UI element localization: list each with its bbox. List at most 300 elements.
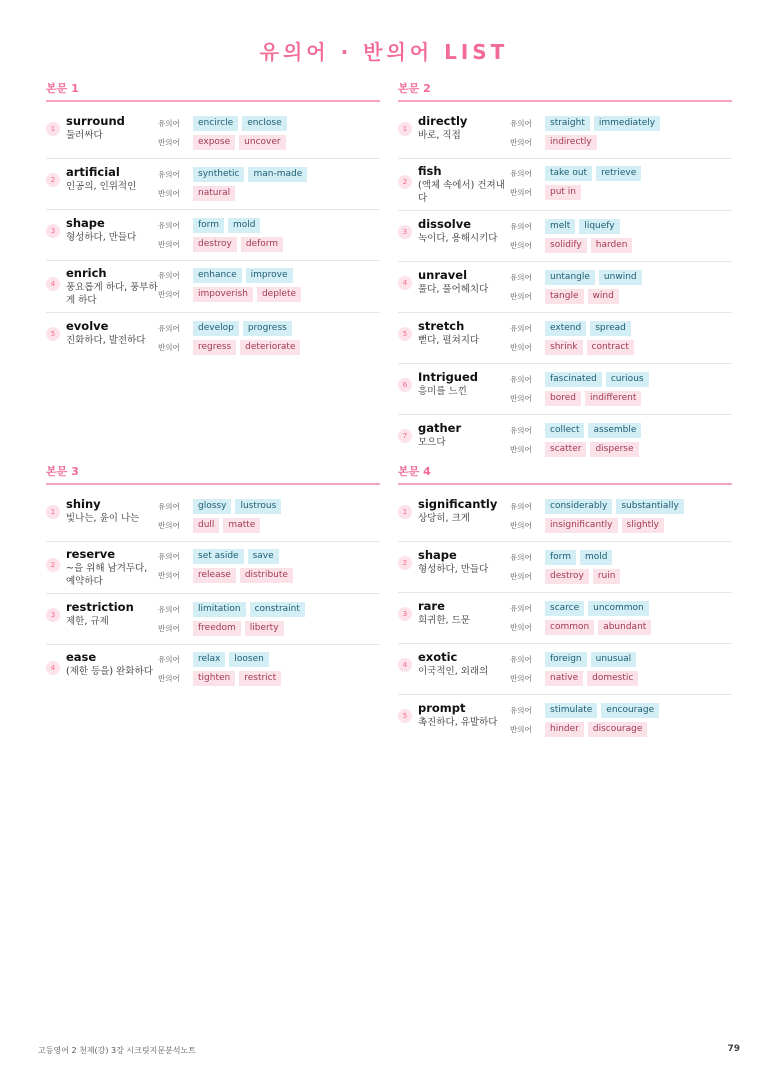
entry-number: 1 xyxy=(398,505,412,519)
antonym-row xyxy=(158,133,380,152)
antonym-chip: common xyxy=(545,620,594,635)
entry-word: prompt xyxy=(418,701,466,715)
entry-number: 3 xyxy=(398,607,412,621)
antonym-row xyxy=(510,287,732,306)
synonym-chip: extend xyxy=(545,321,586,336)
antonym-row xyxy=(510,133,732,152)
vocab-entry xyxy=(398,159,732,211)
synonym-chip: take out xyxy=(545,166,592,181)
entry-number: 4 xyxy=(46,277,60,291)
antonym-row xyxy=(158,235,380,254)
synonym-chip: develop xyxy=(193,321,239,336)
synonym-row xyxy=(510,114,732,133)
vocab-entry xyxy=(46,491,380,542)
antonym-label: 반의어 xyxy=(510,572,532,581)
antonym-chip: disperse xyxy=(590,442,638,457)
antonym-chip: restrict xyxy=(239,671,281,686)
entry-word: exotic xyxy=(418,650,458,664)
antonym-row xyxy=(510,516,732,535)
antonym-chip: matte xyxy=(223,518,260,533)
entry-word: ease xyxy=(66,650,97,664)
vocab-entry xyxy=(46,261,380,313)
synonym-label: 유의어 xyxy=(158,655,180,664)
synonym-chip: mold xyxy=(228,218,261,233)
vocab-entry xyxy=(398,491,732,542)
antonym-chip: slightly xyxy=(622,518,664,533)
antonym-label: 반의어 xyxy=(158,521,180,530)
antonym-chip: solidify xyxy=(545,238,587,253)
entry-meaning: (액체 속에서) 건져내다 xyxy=(418,180,505,204)
synonym-chip: relax xyxy=(193,652,225,667)
word-column xyxy=(418,650,510,678)
entry-number: 2 xyxy=(398,175,412,189)
relations-column xyxy=(510,650,732,688)
word-column xyxy=(66,216,158,244)
word-column xyxy=(418,497,510,525)
antonym-label: 반의어 xyxy=(158,624,180,633)
antonym-label: 반의어 xyxy=(158,343,180,352)
antonym-row xyxy=(158,669,380,688)
antonym-label: 반의어 xyxy=(510,445,532,454)
synonym-row xyxy=(158,266,380,285)
synonym-chip: improve xyxy=(246,268,293,283)
entry-word: fish xyxy=(418,164,442,178)
antonym-row xyxy=(158,619,380,638)
entry-number: 4 xyxy=(398,276,412,290)
entry-number: 4 xyxy=(398,658,412,672)
synonym-chip: form xyxy=(545,550,576,565)
antonym-row xyxy=(510,720,732,739)
section-heading: 본문 2 xyxy=(398,80,732,102)
antonym-chip: tangle xyxy=(545,289,584,304)
antonym-label: 반의어 xyxy=(510,241,532,250)
antonym-row xyxy=(510,618,732,637)
synonym-row xyxy=(510,421,732,440)
antonym-chip: wind xyxy=(588,289,619,304)
synonym-chip: collect xyxy=(545,423,584,438)
antonym-label: 반의어 xyxy=(158,674,180,683)
word-column xyxy=(418,370,510,398)
relations-column xyxy=(510,164,732,202)
relations-column xyxy=(510,497,732,535)
synonym-label: 유의어 xyxy=(510,169,532,178)
antonym-chip: insignificantly xyxy=(545,518,618,533)
synonym-row xyxy=(158,600,380,619)
entry-meaning: ~을 위해 남겨두다, 예약하다 xyxy=(66,563,148,587)
antonym-label: 반의어 xyxy=(510,623,532,632)
synonym-row xyxy=(510,164,732,183)
entry-meaning: 촉진하다, 유발하다 xyxy=(418,717,498,728)
synonym-chip: untangle xyxy=(545,270,595,285)
antonym-row xyxy=(158,184,380,203)
synonym-chip: uncommon xyxy=(588,601,649,616)
synonym-chip: foreign xyxy=(545,652,587,667)
synonym-chip: unwind xyxy=(599,270,642,285)
relations-column xyxy=(158,319,380,357)
antonym-chip: harden xyxy=(591,238,633,253)
synonym-row xyxy=(158,319,380,338)
antonym-label: 반의어 xyxy=(510,674,532,683)
antonym-chip: abundant xyxy=(598,620,651,635)
synonym-row xyxy=(510,319,732,338)
antonym-chip: ruin xyxy=(593,569,621,584)
synonym-label: 유의어 xyxy=(510,655,532,664)
antonym-row xyxy=(510,338,732,357)
antonym-chip: dull xyxy=(193,518,219,533)
vocab-entry xyxy=(46,210,380,261)
synonym-label: 유의어 xyxy=(158,324,180,333)
antonym-chip: contract xyxy=(587,340,634,355)
section-4 xyxy=(398,463,732,745)
synonym-row xyxy=(158,165,380,184)
vocab-entry xyxy=(398,542,732,593)
entry-word: surround xyxy=(66,114,125,128)
synonym-chip: melt xyxy=(545,219,575,234)
entry-word: Intrigued xyxy=(418,370,479,384)
vocab-entry xyxy=(46,313,380,363)
antonym-chip: destroy xyxy=(545,569,589,584)
vocab-entry xyxy=(398,364,732,415)
entry-word: rare xyxy=(418,599,445,613)
antonym-label: 반의어 xyxy=(510,725,532,734)
relations-column xyxy=(510,421,732,459)
entry-meaning: 인공의, 인위적인 xyxy=(66,181,137,192)
entry-meaning: 빛나는, 윤이 나는 xyxy=(66,513,140,524)
relations-column xyxy=(510,548,732,586)
word-column xyxy=(66,114,158,142)
antonym-label: 반의어 xyxy=(510,188,532,197)
antonym-chip: freedom xyxy=(193,621,241,636)
antonym-chip: indifferent xyxy=(585,391,641,406)
entry-meaning: 흥미를 느낀 xyxy=(418,386,467,397)
entry-word: artificial xyxy=(66,165,120,179)
section-3 xyxy=(46,463,380,693)
vocab-entry xyxy=(398,262,732,313)
synonym-label: 유의어 xyxy=(510,119,532,128)
entry-word: evolve xyxy=(66,319,109,333)
synonym-row xyxy=(510,701,732,720)
word-column xyxy=(418,164,510,205)
synonym-chip: glossy xyxy=(193,499,231,514)
antonym-chip: uncover xyxy=(239,135,285,150)
entry-word: dissolve xyxy=(418,217,472,231)
synonym-chip: mold xyxy=(580,550,613,565)
antonym-chip: regress xyxy=(193,340,236,355)
vocab-entry xyxy=(46,645,380,693)
synonym-row xyxy=(510,370,732,389)
synonym-chip: progress xyxy=(243,321,292,336)
section-heading: 본문 1 xyxy=(46,80,380,102)
synonym-row xyxy=(158,216,380,235)
relations-column xyxy=(510,701,732,739)
antonym-chip: shrink xyxy=(545,340,583,355)
entry-word: enrich xyxy=(66,266,107,280)
entry-number: 2 xyxy=(46,173,60,187)
synonym-chip: constraint xyxy=(250,602,305,617)
vocab-entry xyxy=(398,211,732,262)
section-heading: 본문 4 xyxy=(398,463,732,485)
antonym-row xyxy=(510,236,732,255)
entry-number: 4 xyxy=(46,661,60,675)
antonym-chip: impoverish xyxy=(193,287,253,302)
relations-column xyxy=(158,650,380,688)
entry-number: 2 xyxy=(46,558,60,572)
synonym-label: 유의어 xyxy=(158,605,180,614)
entry-word: shape xyxy=(66,216,105,230)
relations-column xyxy=(510,217,732,255)
vocab-entry xyxy=(398,695,732,745)
word-column xyxy=(66,497,158,525)
synonym-row xyxy=(510,497,732,516)
synonym-chip: straight xyxy=(545,116,590,131)
antonym-chip: destroy xyxy=(193,237,237,252)
antonym-chip: native xyxy=(545,671,583,686)
synonym-chip: substantially xyxy=(616,499,683,514)
antonym-chip: deteriorate xyxy=(240,340,300,355)
antonym-label: 반의어 xyxy=(510,292,532,301)
word-column xyxy=(418,599,510,627)
antonym-chip: put in xyxy=(545,185,581,200)
entry-meaning: 뻗다, 펼쳐지다 xyxy=(418,335,480,346)
synonym-row xyxy=(158,497,380,516)
vocab-entry xyxy=(398,108,732,159)
synonym-row xyxy=(510,599,732,618)
word-column xyxy=(66,547,158,588)
antonym-label: 반의어 xyxy=(510,521,532,530)
entry-meaning: 이국적인, 외래의 xyxy=(418,666,489,677)
synonym-row xyxy=(158,547,380,566)
antonym-row xyxy=(510,669,732,688)
antonym-chip: bored xyxy=(545,391,581,406)
synonym-chip: set aside xyxy=(193,549,244,564)
antonym-row xyxy=(158,566,380,585)
entry-number: 6 xyxy=(398,378,412,392)
entry-number: 3 xyxy=(46,608,60,622)
word-column xyxy=(418,268,510,296)
synonym-chip: spread xyxy=(590,321,631,336)
synonym-row xyxy=(510,548,732,567)
footer-book-title: 고등영어 2 천재(강) 3강 시크릿지문분석노트 xyxy=(38,1046,196,1055)
relations-column xyxy=(510,370,732,408)
synonym-label: 유의어 xyxy=(158,170,180,179)
relations-column xyxy=(158,216,380,254)
word-column xyxy=(66,650,158,678)
synonym-chip: enhance xyxy=(193,268,242,283)
antonym-label: 반의어 xyxy=(158,189,180,198)
entry-meaning: 풍요롭게 하다, 풍부하게 하다 xyxy=(66,282,158,306)
synonym-label: 유의어 xyxy=(510,324,532,333)
synonym-label: 유의어 xyxy=(158,271,180,280)
synonym-label: 유의어 xyxy=(510,375,532,384)
page-number: 79 xyxy=(727,1044,740,1054)
synonym-label: 유의어 xyxy=(158,552,180,561)
antonym-row xyxy=(158,516,380,535)
entry-number: 7 xyxy=(398,429,412,443)
vocab-entry xyxy=(398,644,732,695)
relations-column xyxy=(510,268,732,306)
synonym-chip: curious xyxy=(606,372,649,387)
entry-word: reserve xyxy=(66,547,116,561)
synonym-chip: considerably xyxy=(545,499,612,514)
synonym-chip: assemble xyxy=(588,423,641,438)
antonym-label: 반의어 xyxy=(158,138,180,147)
antonym-chip: natural xyxy=(193,186,235,201)
synonym-label: 유의어 xyxy=(510,273,532,282)
entry-word: shape xyxy=(418,548,457,562)
antonym-label: 반의어 xyxy=(158,290,180,299)
synonym-row xyxy=(510,650,732,669)
entry-number: 3 xyxy=(46,224,60,238)
antonym-label: 반의어 xyxy=(510,394,532,403)
synonym-label: 유의어 xyxy=(158,221,180,230)
vocab-entry xyxy=(398,593,732,644)
page-title: 유의어 · 반의어 LIST xyxy=(259,40,509,64)
entry-meaning: 상당히, 크게 xyxy=(418,513,470,524)
entry-number: 1 xyxy=(398,122,412,136)
section-1 xyxy=(46,80,380,363)
antonym-chip: deform xyxy=(241,237,283,252)
word-column xyxy=(66,165,158,193)
word-column xyxy=(418,114,510,142)
antonym-row xyxy=(510,567,732,586)
synonym-chip: liquefy xyxy=(579,219,619,234)
antonym-chip: tighten xyxy=(193,671,235,686)
word-column xyxy=(66,266,158,307)
relations-column xyxy=(158,497,380,535)
vocab-entry xyxy=(398,415,732,465)
word-column xyxy=(66,600,158,628)
synonym-chip: lustrous xyxy=(235,499,281,514)
vocab-entry xyxy=(46,594,380,645)
relations-column xyxy=(510,319,732,357)
synonym-chip: scarce xyxy=(545,601,584,616)
synonym-chip: enclose xyxy=(242,116,286,131)
entry-meaning: 녹이다, 용해시키다 xyxy=(418,233,498,244)
synonym-label: 유의어 xyxy=(158,502,180,511)
antonym-row xyxy=(510,440,732,459)
entry-meaning: 진화하다, 발전하다 xyxy=(66,335,146,346)
relations-column xyxy=(158,600,380,638)
synonym-chip: man-made xyxy=(248,167,307,182)
antonym-label: 반의어 xyxy=(158,571,180,580)
synonym-label: 유의어 xyxy=(510,222,532,231)
entry-meaning: 풀다, 풀어헤치다 xyxy=(418,284,489,295)
entry-word: shiny xyxy=(66,497,101,511)
vocab-entry xyxy=(46,542,380,594)
synonym-label: 유의어 xyxy=(510,706,532,715)
synonym-chip: fascinated xyxy=(545,372,602,387)
entry-meaning: (제한 등을) 완화하다 xyxy=(66,666,153,677)
synonym-row xyxy=(158,650,380,669)
vocab-entry xyxy=(46,159,380,210)
relations-column xyxy=(158,547,380,585)
antonym-chip: discourage xyxy=(588,722,648,737)
synonym-label: 유의어 xyxy=(510,502,532,511)
synonym-chip: limitation xyxy=(193,602,246,617)
antonym-chip: domestic xyxy=(587,671,638,686)
entry-meaning: 희귀한, 드문 xyxy=(418,615,470,626)
relations-column xyxy=(158,165,380,203)
antonym-label: 반의어 xyxy=(510,138,532,147)
antonym-chip: liberty xyxy=(245,621,284,636)
antonym-label: 반의어 xyxy=(158,240,180,249)
relations-column xyxy=(510,114,732,152)
entry-number: 1 xyxy=(46,122,60,136)
synonym-chip: unusual xyxy=(591,652,637,667)
antonym-chip: deplete xyxy=(257,287,301,302)
entry-word: directly xyxy=(418,114,468,128)
synonym-chip: immediately xyxy=(594,116,660,131)
relations-column xyxy=(158,266,380,304)
antonym-chip: distribute xyxy=(240,568,293,583)
entry-number: 3 xyxy=(398,225,412,239)
entry-number: 5 xyxy=(46,327,60,341)
word-column xyxy=(418,701,510,729)
section-heading: 본문 3 xyxy=(46,463,380,485)
antonym-chip: expose xyxy=(193,135,235,150)
entry-meaning: 형성하다, 만들다 xyxy=(66,232,137,243)
entry-word: significantly xyxy=(418,497,498,511)
synonym-row xyxy=(510,268,732,287)
antonym-chip: release xyxy=(193,568,236,583)
synonym-chip: encircle xyxy=(193,116,238,131)
word-column xyxy=(66,319,158,347)
synonym-chip: retrieve xyxy=(596,166,641,181)
antonym-chip: hinder xyxy=(545,722,584,737)
relations-column xyxy=(510,599,732,637)
synonym-chip: form xyxy=(193,218,224,233)
entry-word: unravel xyxy=(418,268,468,282)
synonym-chip: save xyxy=(248,549,279,564)
entry-number: 5 xyxy=(398,327,412,341)
word-column xyxy=(418,548,510,576)
entry-meaning: 제한, 규제 xyxy=(66,616,109,627)
synonym-row xyxy=(510,217,732,236)
synonym-label: 유의어 xyxy=(158,119,180,128)
entry-number: 5 xyxy=(398,709,412,723)
synonym-chip: encourage xyxy=(601,703,659,718)
antonym-row xyxy=(158,285,380,304)
entry-number: 1 xyxy=(46,505,60,519)
antonym-chip: indirectly xyxy=(545,135,597,150)
entry-meaning: 둘러싸다 xyxy=(66,130,103,141)
synonym-label: 유의어 xyxy=(510,553,532,562)
synonym-chip: loosen xyxy=(229,652,268,667)
entry-word: gather xyxy=(418,421,462,435)
relations-column xyxy=(158,114,380,152)
antonym-chip: scatter xyxy=(545,442,586,457)
word-column xyxy=(418,421,510,449)
synonym-label: 유의어 xyxy=(510,426,532,435)
entry-number: 2 xyxy=(398,556,412,570)
antonym-label: 반의어 xyxy=(510,343,532,352)
synonym-chip: stimulate xyxy=(545,703,597,718)
synonym-chip: synthetic xyxy=(193,167,244,182)
antonym-row xyxy=(510,183,732,202)
entry-meaning: 모으다 xyxy=(418,437,446,448)
antonym-row xyxy=(158,338,380,357)
vocab-entry xyxy=(398,313,732,364)
entry-meaning: 형성하다, 만들다 xyxy=(418,564,489,575)
entry-word: restriction xyxy=(66,600,134,614)
antonym-row xyxy=(510,389,732,408)
vocab-entry xyxy=(46,108,380,159)
entry-meaning: 바로, 직접 xyxy=(418,130,461,141)
synonym-label: 유의어 xyxy=(510,604,532,613)
word-column xyxy=(418,217,510,245)
entry-word: stretch xyxy=(418,319,465,333)
word-column xyxy=(418,319,510,347)
